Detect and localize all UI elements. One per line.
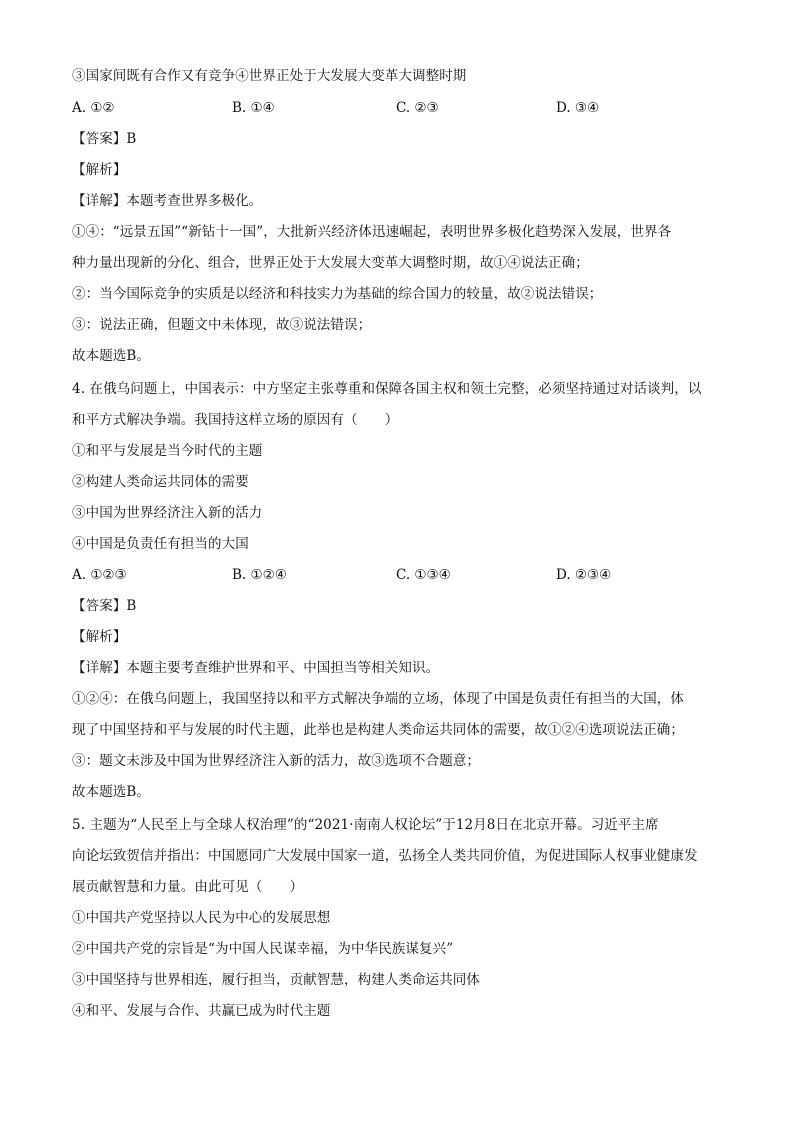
q3-analysis-heading: 【解析】 xyxy=(72,162,127,178)
q4-option-a: A. ①②③ xyxy=(72,567,127,583)
q4-explanation-1b: 现了中国坚持和平与发展的时代主题，此举也是构建人类命运共同体的需要，故①②④选项说法正确； xyxy=(72,722,684,738)
q4-analysis-heading: 【解析】 xyxy=(72,629,127,645)
q3-option-b: B. ①④ xyxy=(232,100,275,116)
q4-stem-line-1: 4. 在俄乌问题上，中国表示：中方坚定主张尊重和保障各国主权和领土完整，必须坚持通过对话谈判，以 xyxy=(72,381,702,397)
q3-statement-line: ③国家间既有合作又有竞争④世界正处于大发展大变革大调整时期 xyxy=(72,68,467,84)
q5-stem-line-1: 5. 主题为“人民至上与全球人权治理”的“2021·南南人权论坛”于12月8日在北京开幕。习近平主席 xyxy=(72,817,659,833)
q3-conclusion: 故本题选B。 xyxy=(72,348,151,364)
q3-answer: 【答案】B xyxy=(72,131,137,147)
q4-detail: 【详解】本题主要考查维护世界和平、中国担当等相关知识。 xyxy=(72,660,440,676)
q5-stem-line-2: 向论坛致贺信并指出：中国愿同广大发展中国家一道，弘扬全人类共同价值，为促进国际人权事业健康发 xyxy=(72,848,698,864)
q5-statement-3: ③中国坚持与世界相连，履行担当，贡献智慧，构建人类命运共同体 xyxy=(72,972,480,988)
q5-statement-1: ①中国共产党坚持以人民为中心的发展思想 xyxy=(72,910,331,926)
q5-statement-2: ②中国共产党的宗旨是“为中国人民谋幸福，为中华民族谋复兴” xyxy=(72,941,454,957)
q4-stem-line-2: 和平方式解决争端。我国持这样立场的原因有（ ） xyxy=(72,412,399,428)
q4-option-d: D. ②③④ xyxy=(556,567,612,583)
q3-detail: 【详解】本题考查世界多极化。 xyxy=(72,193,263,209)
q4-option-b: B. ①②④ xyxy=(232,567,287,583)
q4-statement-3: ③中国为世界经济注入新的活力 xyxy=(72,505,263,521)
q3-option-c: C. ②③ xyxy=(396,100,439,116)
q4-explanation-1a: ①②④：在俄乌问题上，我国坚持以和平方式解决争端的立场，体现了中国是负责任有担当的大国，体 xyxy=(72,691,684,707)
q5-stem-line-3: 展贡献智慧和力量。由此可见（ ） xyxy=(72,879,304,895)
q3-explanation-3: ③：说法正确，但题文中未体现，故③说法错误； xyxy=(72,317,372,333)
q3-option-a: A. ①② xyxy=(72,100,115,116)
q4-conclusion: 故本题选B。 xyxy=(72,784,151,800)
q3-explanation-1a: ①④：“远景五国”“新钻十一国”，大批新兴经济体迅速崛起，表明世界多极化趋势深入发展，世界各 xyxy=(72,224,672,240)
q4-statement-1: ①和平与发展是当今时代的主题 xyxy=(72,443,263,459)
q4-statement-2: ②构建人类命运共同体的需要 xyxy=(72,474,249,490)
q3-option-d: D. ③④ xyxy=(556,100,600,116)
q4-explanation-2: ③：题文未涉及中国为世界经济注入新的活力，故③选项不合题意； xyxy=(72,753,480,769)
q5-statement-4: ④和平、发展与合作、共赢已成为时代主题 xyxy=(72,1003,331,1019)
q3-explanation-1b: 种力量出现新的分化、组合，世界正处于大发展大变革大调整时期，故①④说法正确； xyxy=(72,255,589,271)
q4-statement-4: ④中国是负责任有担当的大国 xyxy=(72,536,249,552)
q3-explanation-2: ②：当今国际竞争的实质是以经济和科技实力为基础的综合国力的较量，故②说法错误； xyxy=(72,286,603,302)
q4-option-c: C. ①③④ xyxy=(396,567,451,583)
q4-answer: 【答案】B xyxy=(72,598,137,614)
